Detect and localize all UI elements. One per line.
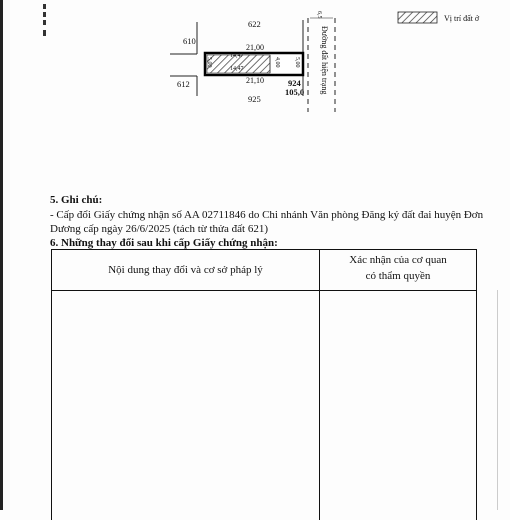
dim-right-label: 5,00 bbox=[294, 57, 300, 68]
page-edge-shadow bbox=[497, 290, 498, 510]
parcel-610-label: 610 bbox=[183, 36, 196, 46]
dim-inner-top-label: 14,47 bbox=[230, 53, 244, 59]
section6-title: 6. Những thay đổi sau khi cấp Giấy chứng nhận: bbox=[50, 237, 278, 249]
parcel-612-label: 612 bbox=[177, 79, 190, 89]
parcel-925-label: 925 bbox=[248, 94, 261, 104]
section5-title: 5. Ghi chú: bbox=[50, 194, 103, 206]
dim-inner-bottom-label: 14,47 bbox=[230, 66, 244, 72]
section5-note-line1: - Cấp đổi Giấy chứng nhận số AA 02711846 do Chi nhánh Văn phòng Đăng ký đất đai huyện Đơn bbox=[50, 209, 484, 221]
table-header-changes: Nội dung thay đổi và cơ sở pháp lý bbox=[108, 264, 263, 276]
road-width-label: 6,5 bbox=[316, 11, 322, 19]
dim-bottom-label: 21,10 bbox=[246, 76, 264, 85]
dim-left-label: 5,00 bbox=[206, 57, 212, 68]
dim-top-label: 21,00 bbox=[246, 43, 264, 52]
legend-label: Vị trí đất ở bbox=[444, 14, 480, 23]
changes-table bbox=[51, 249, 477, 520]
authority-line1: Xác nhận của cơ quan bbox=[349, 254, 447, 266]
table-header-divider bbox=[52, 290, 476, 291]
authority-line2: có thẩm quyền bbox=[365, 270, 431, 282]
area-label: 105,0 bbox=[285, 87, 305, 97]
dim-mid-label: 4,00 bbox=[274, 57, 280, 68]
table-column-divider bbox=[319, 250, 320, 520]
road-label: Đường đất hiện trạng bbox=[320, 26, 329, 95]
parcel-924-label: 924 bbox=[288, 78, 301, 88]
parcel-622-label: 622 bbox=[248, 19, 261, 29]
section5-note-line2: Dương cấp ngày 26/6/2025 (tách từ thửa đất 621) bbox=[50, 223, 268, 235]
table-header-authority bbox=[320, 252, 476, 284]
